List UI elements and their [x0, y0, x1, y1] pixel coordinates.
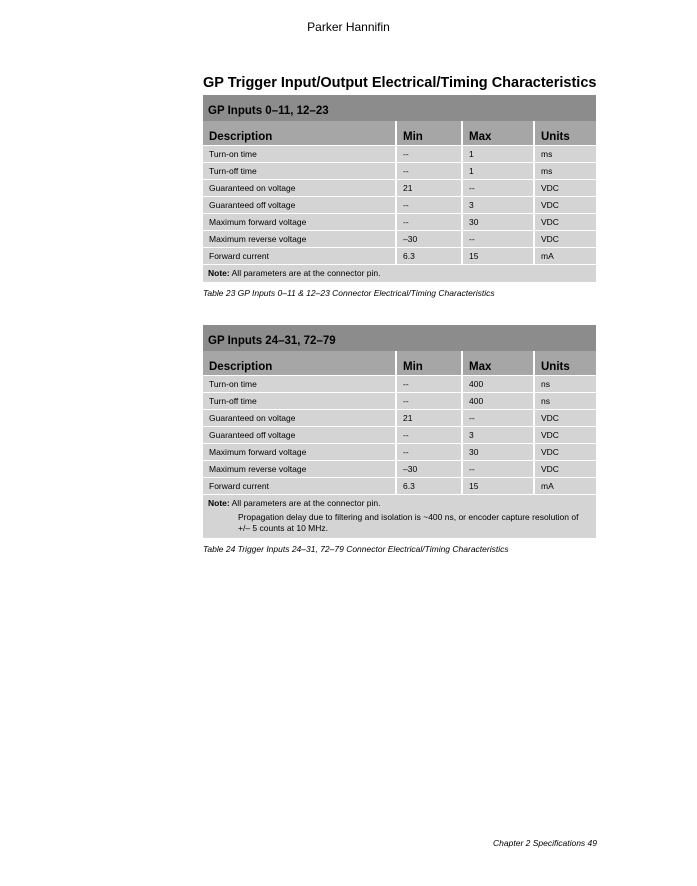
- cell-units: VDC: [534, 461, 596, 478]
- table-caption: Table 23 GP Inputs 0–11 & 12–23 Connector Electrical/Timing Characteristics: [203, 288, 495, 298]
- cell-max: 400: [462, 393, 534, 410]
- cell-min: --: [396, 163, 462, 180]
- cell-description: Forward current: [203, 248, 396, 265]
- table-caption: Table 24 Trigger Inputs 24–31, 72–79 Connector Electrical/Timing Characteristics: [203, 544, 509, 554]
- cell-units: VDC: [534, 444, 596, 461]
- cell-units: ns: [534, 376, 596, 393]
- cell-units: VDC: [534, 197, 596, 214]
- cell-units: VDC: [534, 214, 596, 231]
- column-header-description: Description: [203, 121, 396, 146]
- table-row: [203, 248, 596, 265]
- cell-min: 6.3: [396, 478, 462, 495]
- cell-max: --: [462, 461, 534, 478]
- column-header-units: Units: [534, 351, 596, 376]
- cell-max: 30: [462, 214, 534, 231]
- cell-description: Guaranteed off voltage: [203, 197, 396, 214]
- cell-min: --: [396, 427, 462, 444]
- cell-max: --: [462, 410, 534, 427]
- cell-description: Turn-off time: [203, 163, 396, 180]
- cell-description: Guaranteed on voltage: [203, 410, 396, 427]
- note-label: Note:: [208, 498, 230, 508]
- cell-units: ns: [534, 393, 596, 410]
- table-row: [203, 427, 596, 444]
- cell-units: VDC: [534, 410, 596, 427]
- note-text: All parameters are at the connector pin.: [231, 498, 381, 508]
- spec-table-gp-inputs-0-23: [203, 95, 596, 282]
- cell-units: VDC: [534, 427, 596, 444]
- cell-min: --: [396, 214, 462, 231]
- cell-description: Guaranteed off voltage: [203, 427, 396, 444]
- table-row: [203, 444, 596, 461]
- table-note: [203, 494, 596, 538]
- table-header-row: [203, 351, 596, 376]
- table-group-title: GP Inputs 0–11, 12–23: [208, 105, 329, 117]
- note-label: Note:: [208, 268, 230, 278]
- page-header: Parker Hannifin: [307, 20, 390, 34]
- column-header-max: Max: [462, 121, 534, 146]
- table-row: [203, 146, 596, 163]
- cell-description: Turn-on time: [203, 146, 396, 163]
- cell-units: VDC: [534, 231, 596, 248]
- table-row: [203, 214, 596, 231]
- cell-max: 1: [462, 146, 534, 163]
- cell-max: --: [462, 231, 534, 248]
- cell-max: 3: [462, 197, 534, 214]
- note-extra-text: Propagation delay due to filtering and isolation is ~400 ns, or encoder capture resolution of +/– 5 counts at 10 MHz.: [238, 512, 579, 533]
- cell-description: Forward current: [203, 478, 396, 495]
- table-group-title: GP Inputs 24–31, 72–79: [208, 335, 336, 347]
- cell-units: ms: [534, 163, 596, 180]
- table-row: [203, 376, 596, 393]
- cell-min: –30: [396, 461, 462, 478]
- section-title: GP Trigger Input/Output Electrical/Timing Characteristics: [203, 75, 597, 91]
- cell-units: mA: [534, 478, 596, 495]
- spec-table-gp-inputs-24-79: [203, 325, 596, 538]
- cell-description: Turn-on time: [203, 376, 396, 393]
- cell-max: --: [462, 180, 534, 197]
- cell-description: Maximum forward voltage: [203, 444, 396, 461]
- cell-min: 21: [396, 410, 462, 427]
- cell-min: --: [396, 376, 462, 393]
- table-row: [203, 197, 596, 214]
- cell-min: --: [396, 197, 462, 214]
- cell-min: --: [396, 444, 462, 461]
- cell-max: 30: [462, 444, 534, 461]
- cell-min: 6.3: [396, 248, 462, 265]
- cell-description: Guaranteed on voltage: [203, 180, 396, 197]
- table-group-header: [203, 95, 596, 121]
- cell-max: 15: [462, 478, 534, 495]
- note-text: All parameters are at the connector pin.: [231, 268, 381, 278]
- column-header-description: Description: [203, 351, 396, 376]
- table-note: [203, 264, 596, 282]
- cell-min: --: [396, 393, 462, 410]
- cell-max: 3: [462, 427, 534, 444]
- page-footer: Chapter 2 Specifications 49: [493, 838, 597, 848]
- cell-description: Maximum reverse voltage: [203, 231, 396, 248]
- cell-description: Maximum reverse voltage: [203, 461, 396, 478]
- table-row: [203, 393, 596, 410]
- table-row: [203, 180, 596, 197]
- table-header-row: [203, 121, 596, 146]
- table-group-header: [203, 325, 596, 351]
- cell-min: --: [396, 146, 462, 163]
- cell-units: ms: [534, 146, 596, 163]
- column-header-min: Min: [396, 351, 462, 376]
- cell-units: mA: [534, 248, 596, 265]
- cell-max: 15: [462, 248, 534, 265]
- cell-units: VDC: [534, 180, 596, 197]
- column-header-units: Units: [534, 121, 596, 146]
- cell-max: 1: [462, 163, 534, 180]
- cell-min: –30: [396, 231, 462, 248]
- spec-table-grid: [203, 121, 596, 264]
- table-row: [203, 231, 596, 248]
- cell-description: Turn-off time: [203, 393, 396, 410]
- table-row: [203, 163, 596, 180]
- column-header-max: Max: [462, 351, 534, 376]
- cell-description: Maximum forward voltage: [203, 214, 396, 231]
- cell-min: 21: [396, 180, 462, 197]
- spec-table-grid: [203, 351, 596, 494]
- cell-max: 400: [462, 376, 534, 393]
- column-header-min: Min: [396, 121, 462, 146]
- table-row: [203, 478, 596, 495]
- table-row: [203, 461, 596, 478]
- table-row: [203, 410, 596, 427]
